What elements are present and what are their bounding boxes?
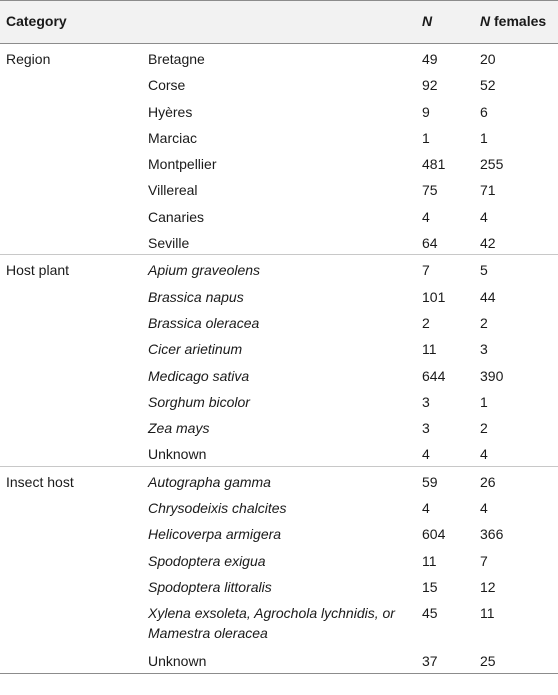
table-row (0, 646, 558, 673)
cell-n: 45 (422, 605, 438, 622)
cell-n-females: 390 (480, 367, 504, 384)
table-row (0, 254, 558, 281)
cell-n-females: 7 (480, 552, 488, 569)
row-label: Brassica oleracea (148, 314, 260, 331)
table-row (0, 439, 558, 465)
cell-n: 644 (422, 367, 446, 384)
table-row (0, 493, 558, 519)
row-label: Xylena exsoleta, Agrochola lychnidis, or Mamestra oleracea (148, 605, 395, 642)
cell-n-females: 11 (480, 605, 495, 622)
cell-n: 481 (422, 156, 446, 173)
cell-n: 49 (422, 51, 438, 67)
cell-n-females: 366 (480, 526, 504, 543)
cell-n: 7 (422, 262, 430, 279)
cell-n: 9 (422, 103, 430, 120)
header-n: N (422, 13, 433, 29)
cell-n-females: 25 (480, 653, 496, 670)
group-label: Host plant (6, 262, 70, 279)
group-label: Insect host (6, 473, 74, 490)
cell-n-females: 2 (480, 314, 488, 331)
table-row (0, 334, 558, 360)
table-row (0, 308, 558, 334)
row-label: Marciac (148, 129, 198, 146)
cell-n-females: 44 (480, 288, 496, 305)
table-body (0, 44, 558, 674)
row-label: Chrysodeixis chalcites (148, 500, 287, 517)
table-row (0, 149, 558, 175)
cell-n-females: 12 (480, 578, 496, 595)
table-header (0, 0, 558, 44)
table-row (0, 361, 558, 387)
cell-n: 4 (422, 208, 430, 225)
cell-n-females: 20 (480, 51, 496, 67)
table-row (0, 282, 558, 308)
row-label: Canaries (148, 208, 205, 225)
cell-n-females: 4 (480, 208, 488, 225)
cell-n-females: 42 (480, 235, 496, 252)
row-label: Montpellier (148, 156, 217, 173)
cell-n: 75 (422, 182, 438, 199)
row-label: Hyères (148, 103, 193, 120)
table-row (0, 519, 558, 545)
table-row (0, 413, 558, 439)
cell-n-females: 1 (480, 393, 488, 410)
cell-n: 4 (422, 446, 430, 463)
row-label: Cicer arietinum (148, 341, 243, 358)
row-label: Sorghum bicolor (148, 393, 250, 410)
table-row (0, 572, 558, 598)
table-row (0, 44, 558, 70)
row-label: Helicoverpa armigera (148, 526, 282, 543)
group-label: Region (6, 51, 51, 67)
cell-n-females: 71 (480, 182, 496, 199)
cell-n-females: 4 (480, 500, 488, 517)
cell-n: 2 (422, 314, 430, 331)
table-row (0, 97, 558, 123)
row-label: Medicago sativa (148, 367, 250, 384)
table-row (0, 175, 558, 201)
cell-n: 1 (422, 129, 430, 146)
header-n-females: N females (480, 13, 547, 29)
row-label: Villereal (148, 182, 198, 199)
cell-n-females: 3 (480, 341, 488, 358)
row-label: Corse (148, 77, 186, 94)
cell-n: 11 (422, 341, 437, 358)
header-category: Category (6, 13, 67, 29)
row-label: Spodoptera littoralis (148, 578, 272, 595)
cell-n-females: 6 (480, 103, 488, 120)
row-label: Bretagne (148, 51, 205, 67)
table-row (0, 70, 558, 96)
cell-n-females: 2 (480, 420, 488, 437)
table-row (0, 228, 558, 254)
row-label: Apium graveolens (148, 262, 261, 279)
row-label: Brassica napus (148, 288, 244, 305)
row-label: Unknown (148, 446, 207, 463)
cell-n-females: 1 (480, 129, 488, 146)
cell-n-females: 4 (480, 446, 488, 463)
row-label: Autographa gamma (148, 473, 271, 490)
cell-n: 101 (422, 288, 446, 305)
row-label: Zea mays (148, 420, 210, 437)
table-row (0, 466, 558, 493)
cell-n: 3 (422, 393, 430, 410)
row-label: Unknown (148, 653, 207, 670)
cell-n: 4 (422, 500, 430, 517)
table-row (0, 202, 558, 228)
row-label: Spodoptera exigua (148, 552, 266, 569)
cell-n-females: 255 (480, 156, 504, 173)
cell-n: 59 (422, 473, 438, 490)
table-row (0, 123, 558, 149)
cell-n: 604 (422, 526, 446, 543)
table-row (0, 598, 558, 646)
table-row (0, 387, 558, 413)
cell-n: 92 (422, 77, 438, 94)
cell-n: 37 (422, 653, 438, 670)
cell-n: 3 (422, 420, 430, 437)
cell-n: 11 (422, 552, 437, 569)
cell-n-females: 5 (480, 262, 488, 279)
cell-n: 15 (422, 578, 438, 595)
cell-n-females: 52 (480, 77, 496, 94)
table-row (0, 546, 558, 572)
cell-n-females: 26 (480, 473, 496, 490)
row-label: Seville (148, 235, 190, 252)
cell-n: 64 (422, 235, 438, 252)
